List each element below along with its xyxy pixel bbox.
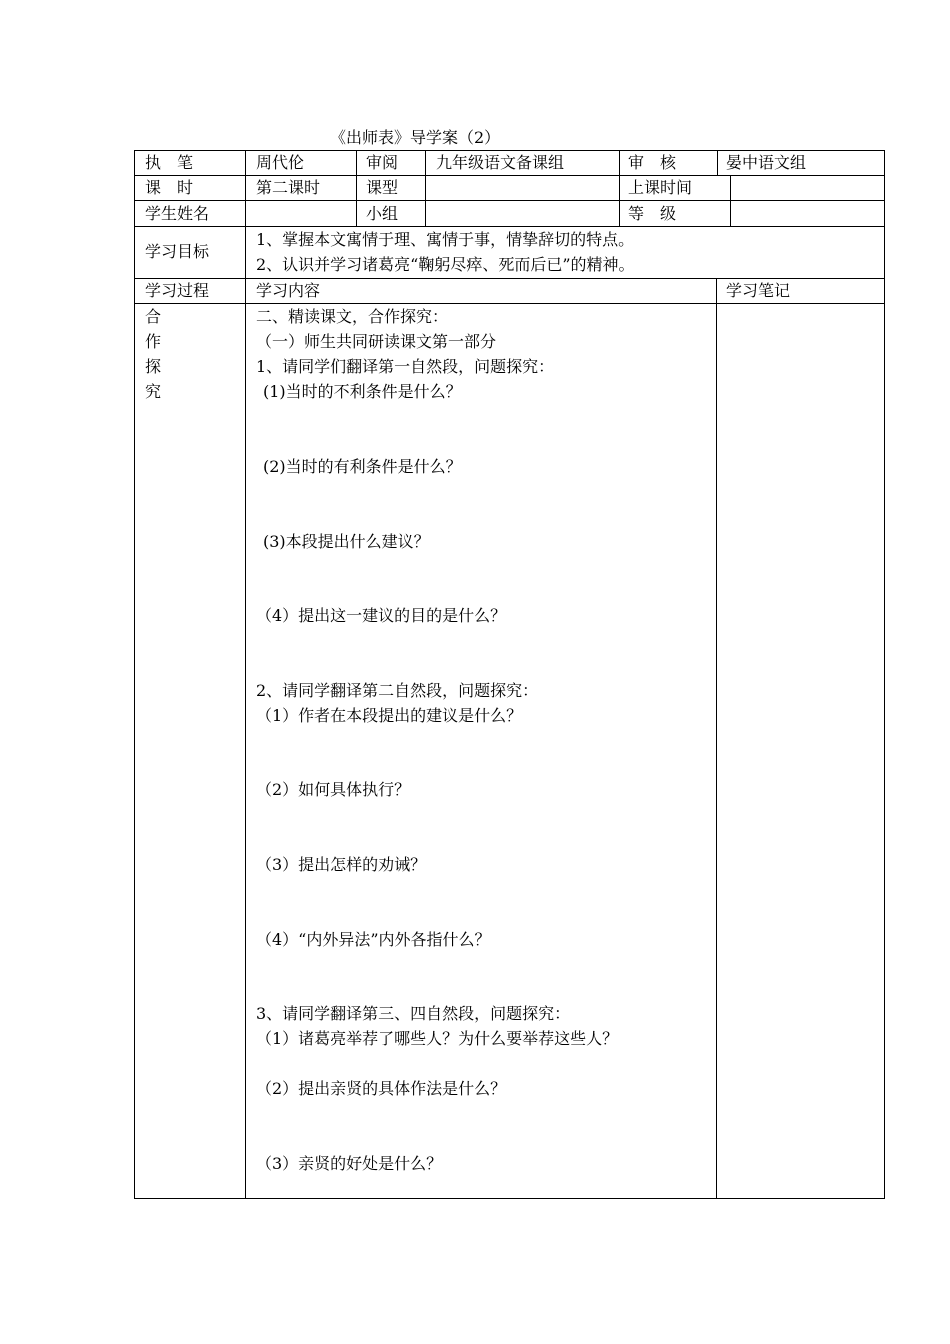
goals-label: 学习目标 [145,242,210,261]
process-label: 学习过程 [145,281,210,300]
header-label-student: 学生姓名 [145,204,210,223]
content-line: 2、请同学翻译第二自然段，问题探究： [256,681,539,700]
header-value-review: 九年级语文备课组 [436,153,565,172]
section-label-char: 作 [145,332,162,351]
content-line: (2)当时的有利条件是什么？ [263,457,462,476]
content-line: （一）师生共同研读课文第一部分 [256,332,497,351]
content-line: (3)本段提出什么建议？ [263,532,430,551]
header-label-period: 课 时 [145,178,194,197]
section-label-char: 探 [145,357,162,376]
content-line: （1）作者在本段提出的建议是什么？ [256,706,523,725]
section-label-char: 究 [145,382,162,401]
content-line: 二、精读课文，合作探究： [256,307,449,326]
content-line: （3）亲贤的好处是什么？ [256,1154,443,1173]
header-value-author: 周代伦 [256,153,305,172]
header-label-group: 小组 [366,204,399,223]
header-label-author: 执 笔 [145,153,194,172]
goal-item: 2、认识并学习诸葛亮“鞠躬尽瘁、死而后已”的精神。 [256,255,635,274]
process-content-label: 学习内容 [256,281,321,300]
content-line: 3、请同学翻译第三、四自然段，问题探究： [256,1004,571,1023]
goal-item: 1、掌握本文寓情于理、寓情于事，情挚辞切的特点。 [256,230,635,249]
header-label-review: 审阅 [366,153,399,172]
content-line: （3）提出怎样的劝诫？ [256,855,427,874]
content-line: （4）提出这一建议的目的是什么？ [256,606,507,625]
content-line: 1、请同学们翻译第一自然段，问题探究： [256,357,555,376]
header-label-type: 课型 [366,178,399,197]
section-label-char: 合 [145,307,162,326]
header-value-period: 第二课时 [256,178,321,197]
header-value-approve: 晏中语文组 [726,153,807,172]
header-label-grade: 等 级 [628,204,677,223]
content-line: （2）提出亲贤的具体作法是什么？ [256,1079,507,1098]
header-label-approve: 审 核 [628,153,677,172]
header-label-class-time: 上课时间 [628,178,693,197]
process-notes-label: 学习笔记 [726,281,791,300]
content-line: （1）诸葛亮举荐了哪些人？为什么要举荐这些人？ [256,1029,619,1048]
content-line: （4）“内外异法”内外各指什么？ [256,930,491,949]
content-line: （2）如何具体执行？ [256,780,411,799]
content-line: (1)当时的不利条件是什么？ [263,382,462,401]
